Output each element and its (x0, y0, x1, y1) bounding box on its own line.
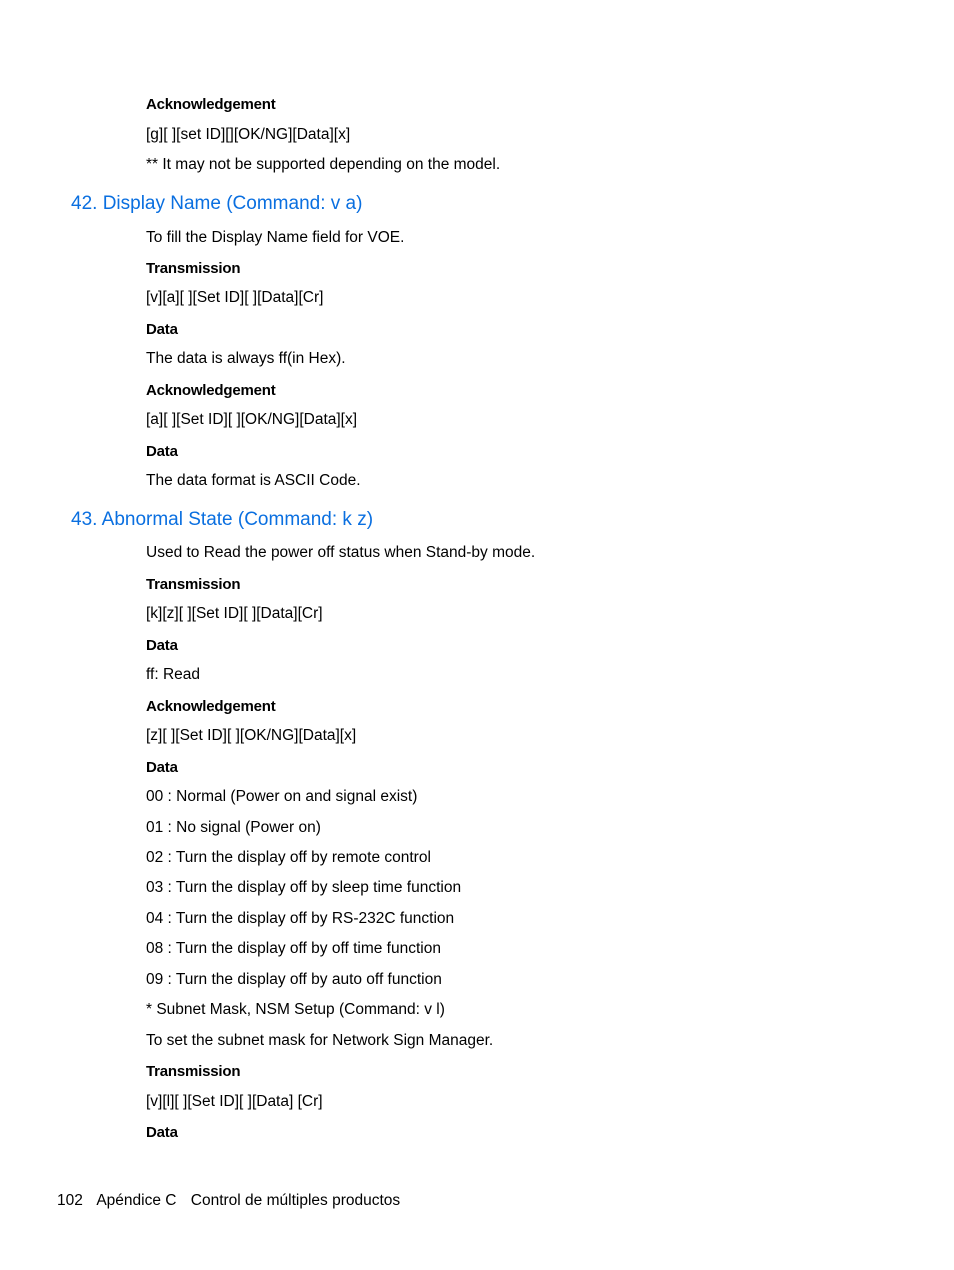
section-43-data2-label: Data (146, 759, 178, 776)
status-code-item: 00 : Normal (Power on and signal exist) (146, 788, 418, 805)
ack-label: Acknowledgement (146, 96, 276, 113)
subnet-transmission-value: [v][l][ ][Set ID][ ][Data] [Cr] (146, 1093, 323, 1110)
section-42-ack-label: Acknowledgement (146, 382, 276, 399)
section-43-transmission-label: Transmission (146, 576, 241, 593)
subnet-transmission-label: Transmission (146, 1063, 241, 1080)
status-code-item: 04 : Turn the display off by RS-232C function (146, 910, 455, 927)
status-code-item: 03 : Turn the display off by sleep time function (146, 879, 462, 896)
ack-value: [g][ ][set ID][][OK/NG][Data][x] (146, 126, 351, 143)
section-42-description: To fill the Display Name field for VOE. (146, 229, 405, 246)
status-code-item: 09 : Turn the display off by auto off function (146, 971, 442, 988)
section-43-heading: 43. Abnormal State (Command: k z) (71, 509, 374, 530)
section-43-ack-value: [z][ ][Set ID][ ][OK/NG][Data][x] (146, 727, 357, 744)
appendix-label: Apéndice C (96, 1192, 177, 1209)
section-42-data-value: The data is always ff(in Hex). (146, 350, 346, 367)
page-number: 102 (57, 1192, 83, 1209)
section-42-transmission-label: Transmission (146, 260, 241, 277)
section-43-transmission-value: [k][z][ ][Set ID][ ][Data][Cr] (146, 605, 323, 622)
status-code-item: 01 : No signal (Power on) (146, 819, 321, 836)
model-note: ** It may not be supported depending on the model. (146, 156, 501, 173)
subnet-description: To set the subnet mask for Network Sign Manager. (146, 1032, 494, 1049)
section-42-heading: 42. Display Name (Command: v a) (71, 193, 363, 214)
section-42-ack-value: [a][ ][Set ID][ ][OK/NG][Data][x] (146, 411, 358, 428)
section-43-data-label: Data (146, 637, 178, 654)
section-43-ack-label: Acknowledgement (146, 698, 276, 715)
status-code-item: 02 : Turn the display off by remote control (146, 849, 431, 866)
section-43-data-value: ff: Read (146, 666, 201, 683)
section-43-description: Used to Read the power off status when Stand-by mode. (146, 544, 536, 561)
status-code-item: 08 : Turn the display off by off time function (146, 940, 441, 957)
section-42-data2-value: The data format is ASCII Code. (146, 472, 361, 489)
subnet-data-label: Data (146, 1124, 178, 1141)
page-footer (57, 1191, 410, 1211)
section-42-data-label: Data (146, 321, 178, 338)
chapter-title: Control de múltiples productos (190, 1192, 401, 1209)
subnet-title: * Subnet Mask, NSM Setup (Command: v l) (146, 1001, 445, 1018)
section-42-data2-label: Data (146, 443, 178, 460)
section-42-transmission-value: [v][a][ ][Set ID][ ][Data][Cr] (146, 289, 324, 306)
